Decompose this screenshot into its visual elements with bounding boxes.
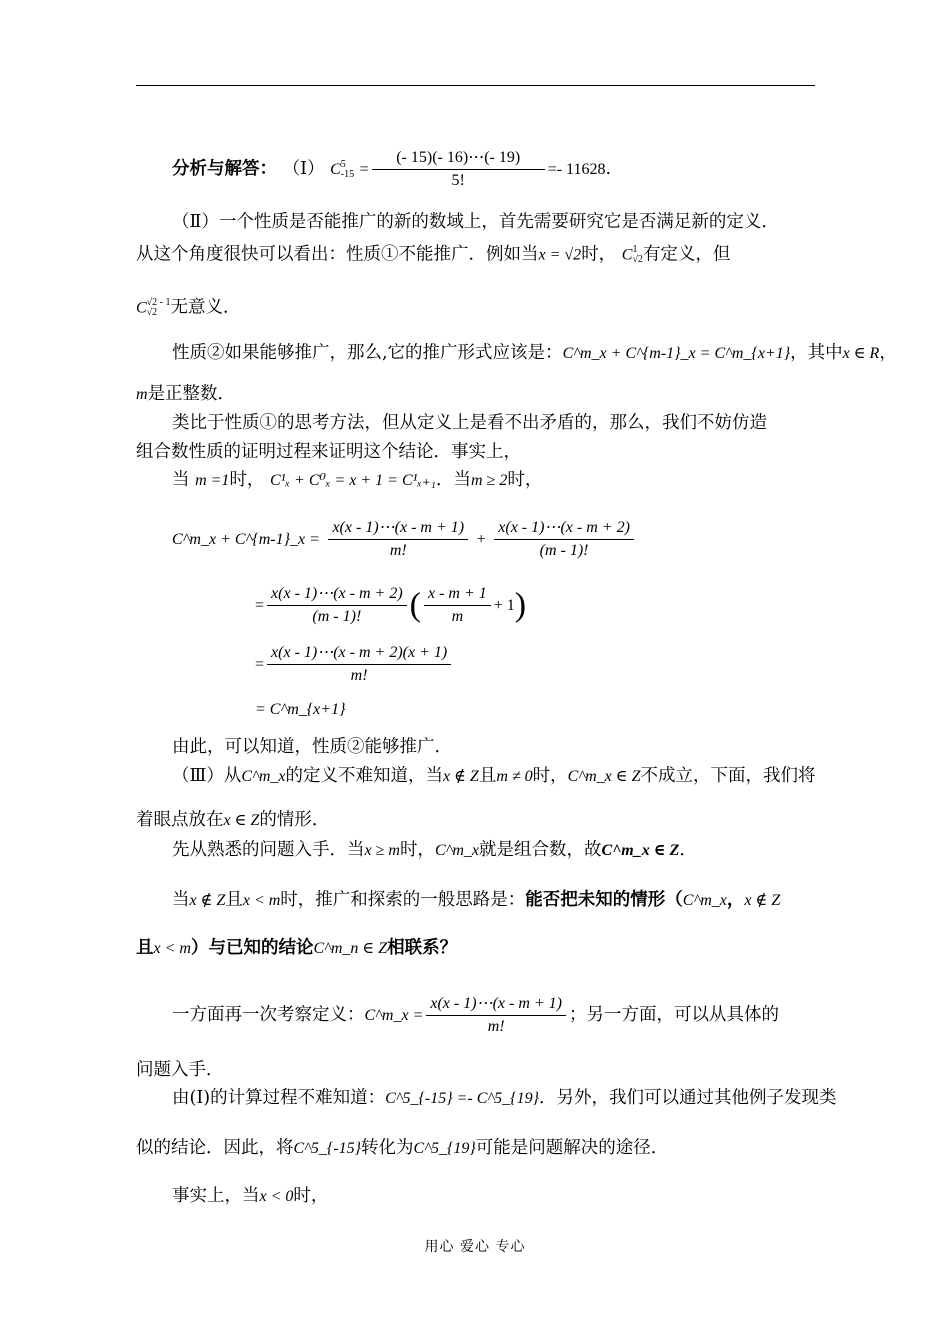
p7: 先从熟悉的问题入手．当x ≥ m时，C^m_x就是组合数，故C^m_x ∈ Z． (172, 840, 697, 860)
p3-line1: 性质②如果能够推广，那么,它的推广形式应该是：C^m_x + C^{m-1}_x = C^m_{x+1}，其中x ∈ R， (172, 343, 897, 363)
p2-line2: 从这个角度很快可以看出：性质①不能推广．例如当x = √2时， C 1 √2 有定义，但 (136, 244, 731, 265)
p4-line2: 组合数性质的证明过程来证明这个结论．事实上， (136, 442, 521, 462)
base-case-eq: C¹ₓ + C⁰ₓ = x + 1 = C¹ₓ₊₁ (270, 472, 436, 489)
recurrence-formula: C^m_x + C^{m-1}_x = C^m_{x+1} (562, 345, 791, 362)
header-rule (136, 85, 815, 86)
p11: 事实上，当x < 0时， (172, 1186, 329, 1206)
p2-line1: （Ⅱ）一个性质是否能推广的新的数域上，首先需要研究它是否满足新的定义． (172, 212, 779, 232)
derivation-row2: = $\frac{x(x - 1)\cdots(x - m + 2)}{(m - 1)!}$ ( $\frac{x - m + 1}{m}$ + 1) (255, 585, 527, 625)
p8-line1: 当x ∉ Z且x < m时，推广和探索的一般思路是：能否把未知的情形（C^m_x，x ∉ Z (172, 890, 781, 910)
p10-line1: 由(Ⅰ)的计算过程不难知道：C^5_{-15} =- C^5_{19}．另外，我们可以通过其他例子发现类 (172, 1088, 837, 1108)
p6-line1: （Ⅲ）从C^m_x的定义不难知道，当x ∉ Z且m ≠ 0时，C^m_x ∈ Z不成立，下面，我们将 (172, 766, 816, 786)
derivation-row3: = $\frac{x(x - 1)\cdots(x - m + 2)(x + 1)}{m!}$ (255, 645, 454, 684)
p5: 由此，可以知道，性质②能够推广． (172, 737, 452, 757)
part1-line: 分析与解答： （Ⅰ） C 5 -15 = $\frac{(- 15)(- 16)\cdots(- 19)}{5!}$ =- 11628. (172, 149, 612, 189)
page-footer: 用心 爱心 专心 (424, 1239, 526, 1255)
p4-line1: 类比于性质①的思考方法，但从定义上是看不出矛盾的，那么，我们不妨仿造 (172, 413, 767, 433)
p2-line3: C √2 - 1 √2 无意义． (136, 297, 241, 318)
part1-c: C (330, 161, 341, 178)
derivation-row1: C^m_x + C^{m-1}_x = $\frac{x(x - 1)\cdots(x - m + 1)}{m!}$ + $\frac{x(x - 1)\cdots(x - m + 2)}{(m - 1)!}$ (172, 520, 637, 559)
derivation-row4: = C^m_{x+1} (255, 701, 346, 718)
heading: 分析与解答： (172, 159, 277, 179)
p9-line1: 一方面再一次考察定义：C^m_x = $\frac{x(x - 1)\cdots(x - m + 1)}{m!}$ ；另一方面，可以从具体的 (172, 995, 779, 1035)
x-eq-sqrt2: x = √2 (538, 246, 582, 264)
p8-line2: 且x < m）与已知的结论C^m_n ∈ Z相联系？ (136, 938, 458, 958)
part1-fraction: $\frac{(- 15)(- 16)\cdots(- 19)}{5!}$ (372, 150, 545, 189)
p3-line2: m是正整数． (136, 384, 236, 404)
part1-result: =- 11628 (547, 161, 606, 178)
p10-line2: 似的结论．因此，将C^5_{-15}转化为C^5_{19}可能是问题解决的途径． (136, 1138, 669, 1158)
p9-line2: 问题入手． (136, 1060, 224, 1080)
part1-label: （Ⅰ） (282, 159, 325, 179)
p4-line3: 当 m =1时， C¹ₓ + C⁰ₓ = x + 1 = C¹ₓ₊₁．当m ≥ 2时， (172, 470, 543, 490)
p6-line2: 着眼点放在x ∈ Z的情形． (136, 810, 330, 830)
